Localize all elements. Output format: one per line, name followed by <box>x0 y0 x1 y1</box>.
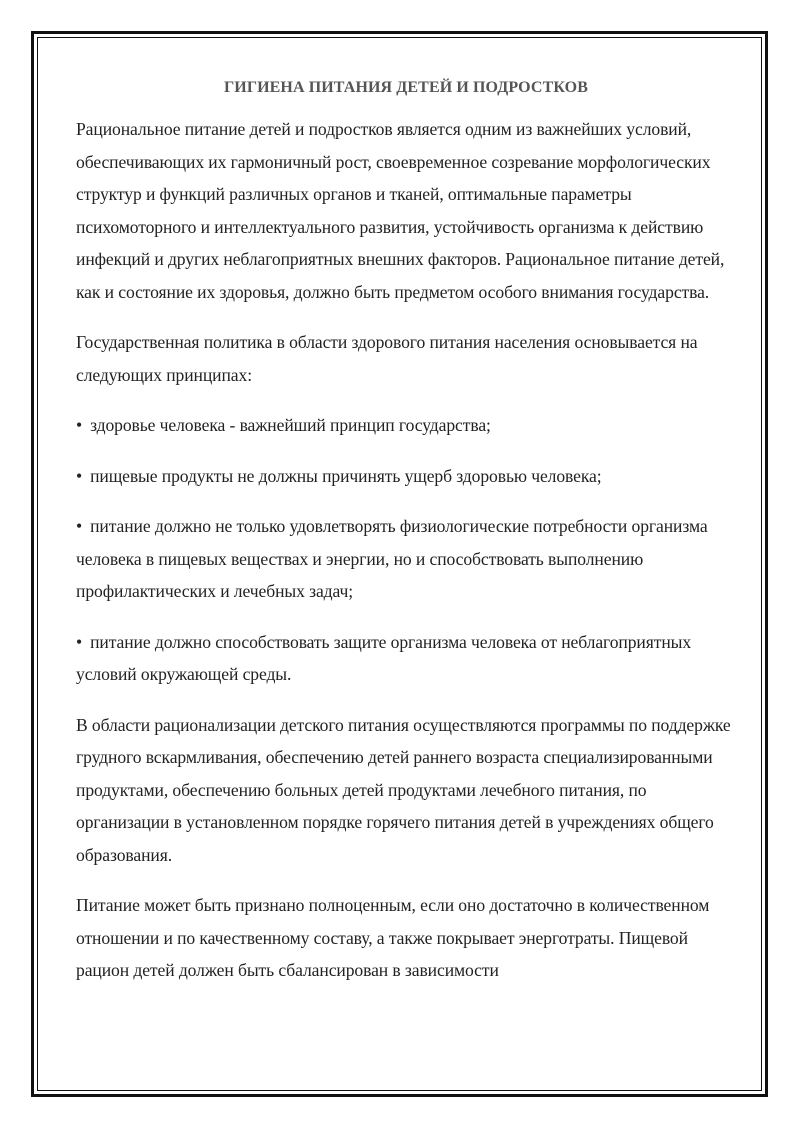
bullet-dot: • <box>76 465 83 486</box>
bullet-item <box>76 510 736 608</box>
bullet-dot: • <box>76 415 83 435</box>
document-title: ГИГИЕНА ПИТАНИЯ ДЕТЕЙ И ПОДРОСТКОВ <box>224 79 588 96</box>
bullet-text: питание должно способствовать защите организма человека от неблагоприятных условий окружающей среды. <box>76 631 692 684</box>
paragraph-principles-lead: Государственная политика в области здорового питания населения основывается на следующих принципах: <box>76 332 698 385</box>
bullet-text: пищевые продукты не должны причинять ущерб здоровью человека; <box>90 465 602 486</box>
bullet-item <box>76 460 736 493</box>
bullet-dot: • <box>76 631 83 652</box>
bullet-item <box>76 409 736 442</box>
bullet-text: питание должно не только удовлетворять физиологические потребности организма человека в пищевых веществах и энергии, но и способствовать выполнению профилактических и лечебных задач; <box>76 516 708 601</box>
paragraph-programs: В области рационализации детского питания осуществляются программы по поддержке грудного вскармливания, обеспечению детей раннего возраста специализированными продуктами, обеспечению больных детей продуктами лечебного питания, по организации в установленном порядке горячего питания детей в учреждениях общего образования. <box>76 714 731 865</box>
bullet-dot: • <box>76 516 83 536</box>
bullet-text: здоровье человека - важнейший принцип государства; <box>90 415 491 435</box>
paragraph-intro: Рациональное питание детей и подростков является одним из важнейших условий, обеспечивающих их гармоничный рост, своевременное созревание морфологических структур и функций различных органов и тканей, оптимальные параметры психомоторного и интеллектуального развития, устойчивость организма к действию инфекций и других неблагоприятных внешних факторов. Рациональное питание детей, как и состояние их здоровья, должно быть предметом особого внимания государства. <box>76 119 725 302</box>
bullet-item <box>76 626 736 691</box>
paragraph-full-nutrition: Питание может быть признано полноценным, если оно достаточно в количественном отношении и по качественному составу, а также покрывает энерготраты. Пищевой рацион детей должен быть сбалансирован в зависимости <box>76 895 710 980</box>
document-body <box>76 72 736 1005</box>
